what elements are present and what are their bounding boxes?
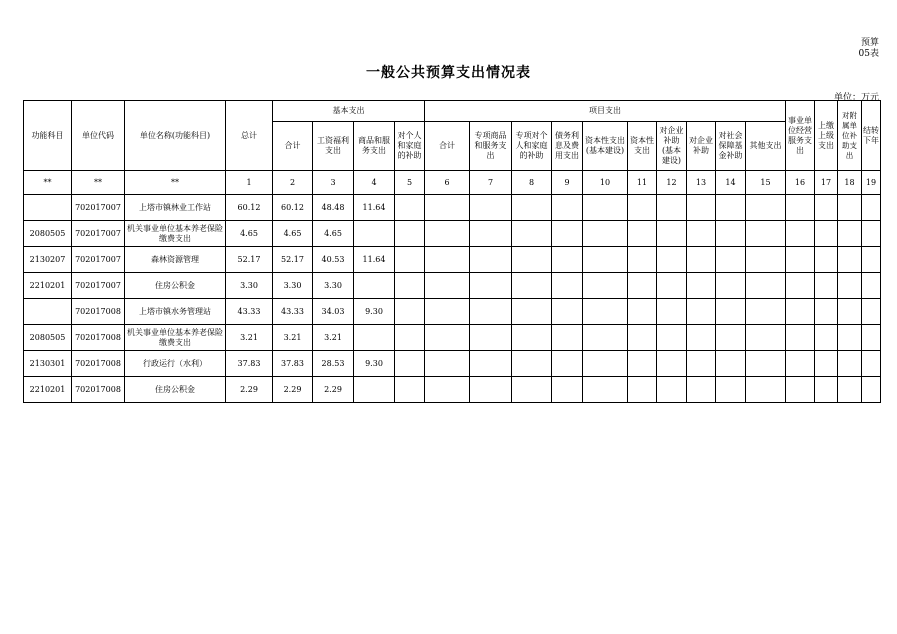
empty-cell	[786, 377, 815, 403]
empty-cell	[657, 195, 687, 221]
cell-unit-code: 702017007	[72, 195, 125, 221]
col-project-group: 项目支出	[425, 101, 786, 122]
empty-cell	[583, 351, 628, 377]
empty-cell	[512, 221, 552, 247]
col-upper: 上缴上级支出	[815, 101, 838, 171]
index-cell: 19	[862, 171, 881, 195]
index-cell: 17	[815, 171, 838, 195]
index-cell: 13	[687, 171, 716, 195]
empty-cell	[838, 377, 862, 403]
index-cell: 4	[354, 171, 395, 195]
cell-func-code: 2130301	[24, 351, 72, 377]
empty-cell	[425, 377, 470, 403]
col-subsidiary: 对附属单位补助支出	[838, 101, 862, 171]
cell-func-code: 2210201	[24, 377, 72, 403]
empty-cell	[838, 221, 862, 247]
cell-unit-code: 702017008	[72, 351, 125, 377]
empty-cell	[512, 247, 552, 273]
empty-cell	[786, 351, 815, 377]
cell-basic-wage: 4.65	[313, 221, 354, 247]
cell-func-code: 2080505	[24, 325, 72, 351]
empty-cell	[512, 273, 552, 299]
index-cell: 1	[226, 171, 273, 195]
empty-cell	[815, 325, 838, 351]
empty-cell	[716, 247, 746, 273]
empty-cell	[395, 377, 425, 403]
empty-cell	[657, 351, 687, 377]
empty-cell	[628, 273, 657, 299]
cell-basic-wage: 34.03	[313, 299, 354, 325]
cell-unit-name: 上塔市镇林业工作站	[125, 195, 226, 221]
table-row	[24, 195, 881, 221]
empty-cell	[687, 273, 716, 299]
empty-cell	[786, 299, 815, 325]
empty-cell	[470, 221, 512, 247]
empty-cell	[552, 221, 583, 247]
col-func-code: 功能科目	[24, 101, 72, 171]
cell-unit-name: 行政运行（水利）	[125, 351, 226, 377]
page-title: 一般公共预算支出情况表	[366, 65, 531, 81]
col-proj-enterprise-build: 对企业补助(基本建设)	[657, 122, 687, 171]
cell-basic-goods: 11.64	[354, 247, 395, 273]
empty-cell	[512, 299, 552, 325]
empty-cell	[425, 221, 470, 247]
empty-cell	[583, 195, 628, 221]
index-cell: 18	[838, 171, 862, 195]
empty-cell	[552, 247, 583, 273]
empty-cell	[552, 195, 583, 221]
cell-unit-code: 702017007	[72, 221, 125, 247]
unit-label: 单位：万元	[833, 93, 879, 103]
empty-cell	[657, 221, 687, 247]
empty-cell	[815, 377, 838, 403]
empty-cell	[786, 221, 815, 247]
empty-cell	[657, 247, 687, 273]
index-cell: 2	[273, 171, 313, 195]
empty-cell	[746, 247, 786, 273]
empty-cell	[583, 377, 628, 403]
empty-cell	[628, 221, 657, 247]
empty-cell	[687, 377, 716, 403]
col-proj-other: 其他支出	[746, 122, 786, 171]
cell-basic-goods	[354, 221, 395, 247]
table-row	[24, 325, 881, 351]
empty-cell	[583, 247, 628, 273]
cell-total: 60.12	[226, 195, 273, 221]
empty-cell	[395, 325, 425, 351]
cell-unit-name: 住房公积金	[125, 273, 226, 299]
cell-basic-goods	[354, 377, 395, 403]
col-total: 总计	[226, 101, 273, 171]
empty-cell	[657, 273, 687, 299]
empty-cell	[838, 195, 862, 221]
index-cell: 5	[395, 171, 425, 195]
empty-cell	[583, 221, 628, 247]
index-cell: 11	[628, 171, 657, 195]
col-unit-code: 单位代码	[72, 101, 125, 171]
empty-cell	[583, 325, 628, 351]
index-row	[24, 171, 881, 195]
index-cell: 9	[552, 171, 583, 195]
index-cell: **	[125, 171, 226, 195]
empty-cell	[862, 221, 881, 247]
empty-cell	[395, 273, 425, 299]
empty-cell	[862, 377, 881, 403]
cell-total: 2.29	[226, 377, 273, 403]
empty-cell	[815, 247, 838, 273]
cell-func-code	[24, 195, 72, 221]
cell-basic-sum: 3.30	[273, 273, 313, 299]
empty-cell	[395, 351, 425, 377]
cell-func-code	[24, 299, 72, 325]
empty-cell	[716, 377, 746, 403]
empty-cell	[687, 325, 716, 351]
empty-cell	[746, 221, 786, 247]
empty-cell	[746, 299, 786, 325]
empty-cell	[687, 195, 716, 221]
empty-cell	[815, 221, 838, 247]
col-proj-debt: 债务利息及费用支出	[552, 122, 583, 171]
header-row-1	[24, 101, 881, 122]
empty-cell	[687, 247, 716, 273]
empty-cell	[687, 221, 716, 247]
empty-cell	[512, 325, 552, 351]
table-row	[24, 221, 881, 247]
col-proj-capital: 资本性支出	[628, 122, 657, 171]
index-cell: 15	[746, 171, 786, 195]
form-number	[859, 38, 879, 60]
empty-cell	[746, 351, 786, 377]
empty-cell	[862, 351, 881, 377]
index-cell: 10	[583, 171, 628, 195]
table-row	[24, 351, 881, 377]
empty-cell	[425, 299, 470, 325]
cell-total: 3.21	[226, 325, 273, 351]
cell-unit-code: 702017008	[72, 377, 125, 403]
cell-unit-name: 住房公积金	[125, 377, 226, 403]
col-basic-wage: 工资福利支出	[313, 122, 354, 171]
cell-basic-sum: 37.83	[273, 351, 313, 377]
cell-basic-wage: 3.21	[313, 325, 354, 351]
empty-cell	[395, 195, 425, 221]
col-service: 事业单位经营服务支出	[786, 101, 815, 171]
empty-cell	[552, 377, 583, 403]
cell-total: 37.83	[226, 351, 273, 377]
cell-basic-wage: 28.53	[313, 351, 354, 377]
table-row	[24, 247, 881, 273]
index-cell: 16	[786, 171, 815, 195]
cell-basic-goods: 9.30	[354, 351, 395, 377]
cell-basic-goods	[354, 325, 395, 351]
empty-cell	[838, 325, 862, 351]
cell-basic-sum: 52.17	[273, 247, 313, 273]
index-cell: 6	[425, 171, 470, 195]
cell-total: 4.65	[226, 221, 273, 247]
empty-cell	[815, 299, 838, 325]
table-body	[24, 195, 881, 403]
empty-cell	[862, 325, 881, 351]
empty-cell	[552, 273, 583, 299]
empty-cell	[838, 273, 862, 299]
index-cell: **	[24, 171, 72, 195]
empty-cell	[628, 247, 657, 273]
form-number-line2: 05表	[858, 49, 879, 59]
empty-cell	[786, 273, 815, 299]
cell-func-code: 2080505	[24, 221, 72, 247]
cell-func-code: 2210201	[24, 273, 72, 299]
empty-cell	[395, 247, 425, 273]
empty-cell	[470, 273, 512, 299]
empty-cell	[716, 325, 746, 351]
cell-basic-sum: 2.29	[273, 377, 313, 403]
empty-cell	[657, 377, 687, 403]
cell-basic-wage: 3.30	[313, 273, 354, 299]
col-basic-sum: 合计	[273, 122, 313, 171]
cell-total: 43.33	[226, 299, 273, 325]
cell-unit-name: 上塔市镇水务管理站	[125, 299, 226, 325]
empty-cell	[470, 195, 512, 221]
empty-cell	[425, 351, 470, 377]
cell-total: 3.30	[226, 273, 273, 299]
cell-unit-name: 机关事业单位基本养老保险缴费支出	[125, 325, 226, 351]
index-cell: 3	[313, 171, 354, 195]
col-basic-goods: 商品和服务支出	[354, 122, 395, 171]
empty-cell	[786, 195, 815, 221]
table-row	[24, 377, 881, 403]
col-proj-goods: 专项商品和服务支出	[470, 122, 512, 171]
index-cell: 14	[716, 171, 746, 195]
cell-basic-goods: 11.64	[354, 195, 395, 221]
empty-cell	[716, 221, 746, 247]
empty-cell	[815, 273, 838, 299]
cell-basic-wage: 2.29	[313, 377, 354, 403]
empty-cell	[862, 273, 881, 299]
col-carryover: 结转下年	[862, 101, 881, 171]
empty-cell	[786, 325, 815, 351]
col-basic-group: 基本支出	[273, 101, 425, 122]
empty-cell	[425, 273, 470, 299]
empty-cell	[746, 377, 786, 403]
cell-basic-wage: 48.48	[313, 195, 354, 221]
empty-cell	[716, 299, 746, 325]
empty-cell	[862, 299, 881, 325]
cell-unit-name: 机关事业单位基本养老保险缴费支出	[125, 221, 226, 247]
cell-basic-sum: 3.21	[273, 325, 313, 351]
budget-table	[23, 100, 881, 403]
col-basic-personal: 对个人和家庭的补助	[395, 122, 425, 171]
empty-cell	[746, 273, 786, 299]
cell-unit-code: 702017008	[72, 325, 125, 351]
empty-cell	[786, 247, 815, 273]
empty-cell	[395, 299, 425, 325]
cell-unit-name: 森林资源管理	[125, 247, 226, 273]
empty-cell	[862, 195, 881, 221]
empty-cell	[552, 299, 583, 325]
cell-basic-goods: 9.30	[354, 299, 395, 325]
empty-cell	[470, 325, 512, 351]
empty-cell	[628, 195, 657, 221]
empty-cell	[470, 247, 512, 273]
empty-cell	[512, 195, 552, 221]
cell-unit-code: 702017007	[72, 273, 125, 299]
empty-cell	[862, 247, 881, 273]
empty-cell	[583, 273, 628, 299]
empty-cell	[470, 351, 512, 377]
index-cell: 8	[512, 171, 552, 195]
empty-cell	[425, 325, 470, 351]
empty-cell	[815, 195, 838, 221]
empty-cell	[657, 299, 687, 325]
index-cell: 12	[657, 171, 687, 195]
empty-cell	[838, 299, 862, 325]
index-cell: **	[72, 171, 125, 195]
empty-cell	[470, 377, 512, 403]
empty-cell	[716, 273, 746, 299]
empty-cell	[628, 377, 657, 403]
empty-cell	[746, 195, 786, 221]
cell-basic-goods	[354, 273, 395, 299]
empty-cell	[838, 247, 862, 273]
cell-total: 52.17	[226, 247, 273, 273]
index-cell: 7	[470, 171, 512, 195]
empty-cell	[628, 351, 657, 377]
col-proj-enterprise: 对企业补助	[687, 122, 716, 171]
col-proj-social: 对社会保障基金补助	[716, 122, 746, 171]
empty-cell	[628, 299, 657, 325]
cell-func-code: 2130207	[24, 247, 72, 273]
empty-cell	[512, 377, 552, 403]
col-proj-sum: 合计	[425, 122, 470, 171]
empty-cell	[583, 299, 628, 325]
empty-cell	[425, 247, 470, 273]
empty-cell	[838, 351, 862, 377]
empty-cell	[716, 195, 746, 221]
empty-cell	[687, 351, 716, 377]
cell-basic-sum: 43.33	[273, 299, 313, 325]
empty-cell	[470, 299, 512, 325]
empty-cell	[512, 351, 552, 377]
cell-unit-code: 702017007	[72, 247, 125, 273]
empty-cell	[815, 351, 838, 377]
col-proj-personal: 专项对个人和家庭的补助	[512, 122, 552, 171]
cell-unit-code: 702017008	[72, 299, 125, 325]
empty-cell	[716, 351, 746, 377]
table-row	[24, 299, 881, 325]
empty-cell	[552, 351, 583, 377]
empty-cell	[552, 325, 583, 351]
empty-cell	[746, 325, 786, 351]
cell-basic-wage: 40.53	[313, 247, 354, 273]
col-unit-name: 单位名称(功能科目)	[125, 101, 226, 171]
empty-cell	[425, 195, 470, 221]
form-number-line1: 预算	[860, 38, 879, 48]
col-proj-capital-build: 资本性支出(基本建设)	[583, 122, 628, 171]
cell-basic-sum: 4.65	[273, 221, 313, 247]
cell-basic-sum: 60.12	[273, 195, 313, 221]
table-row	[24, 273, 881, 299]
empty-cell	[628, 325, 657, 351]
empty-cell	[395, 221, 425, 247]
empty-cell	[657, 325, 687, 351]
empty-cell	[687, 299, 716, 325]
